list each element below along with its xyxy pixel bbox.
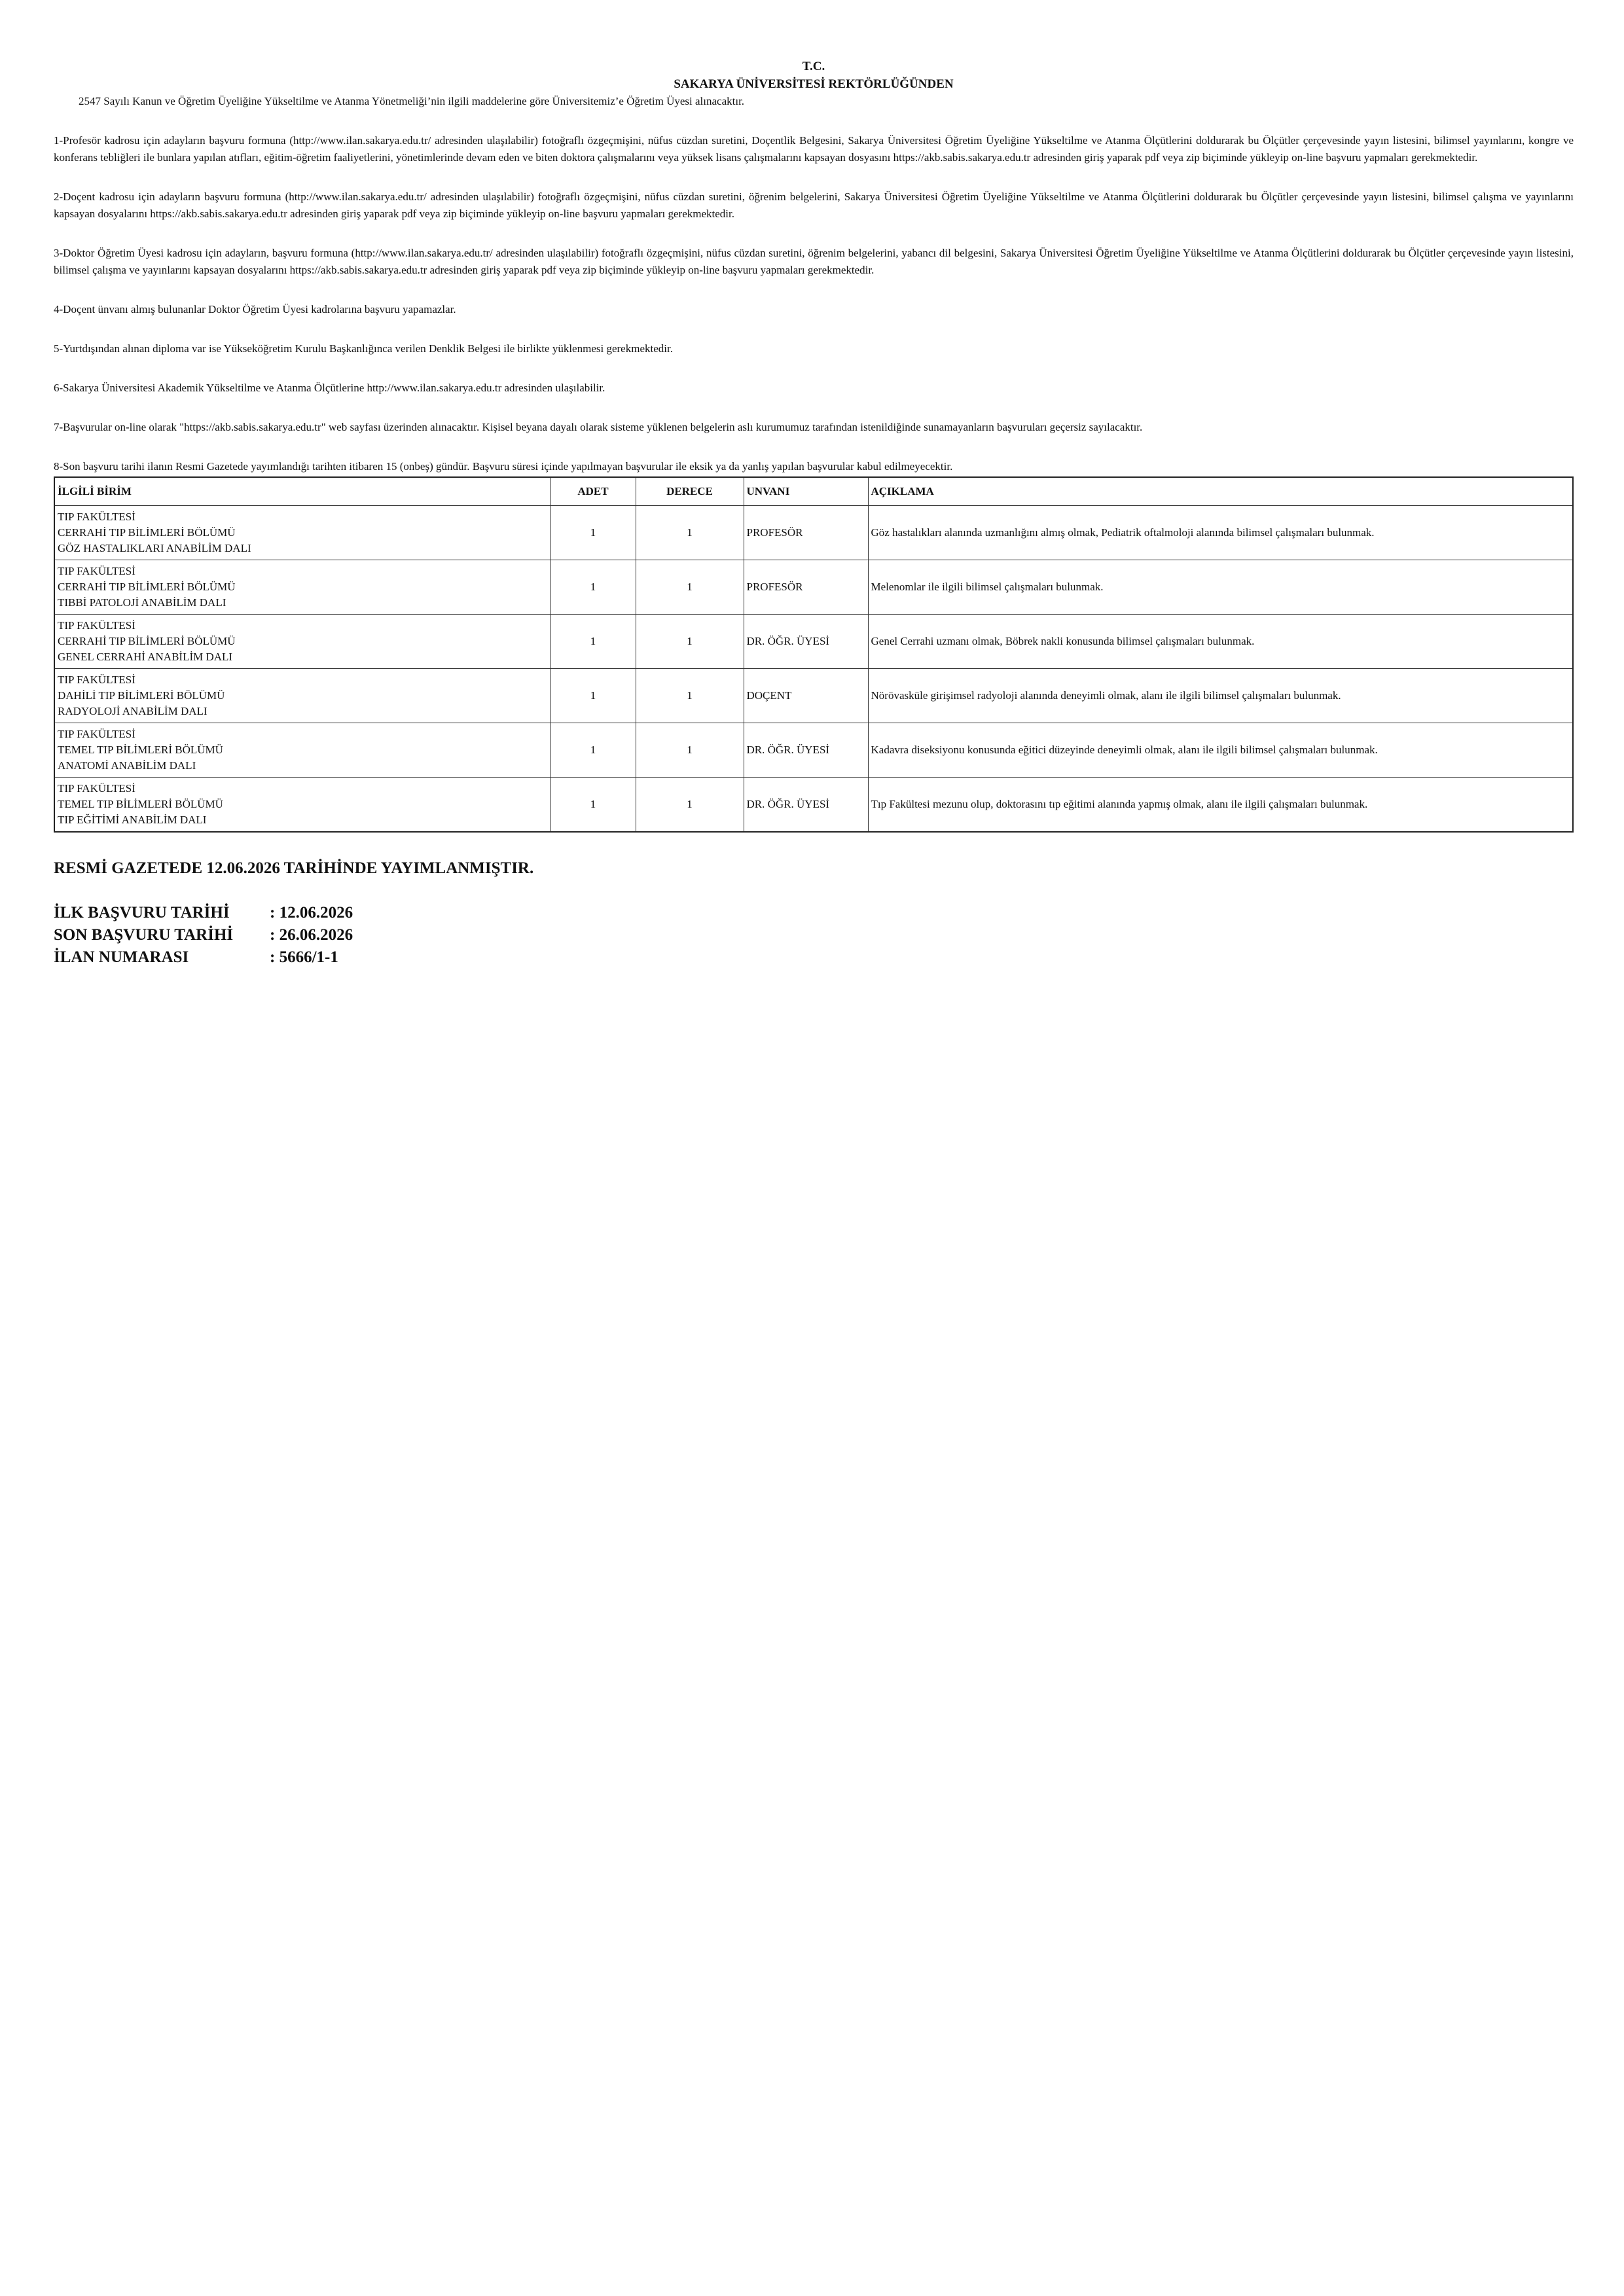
degree-cell: 1 bbox=[636, 506, 744, 560]
header-degree: DERECE bbox=[636, 477, 744, 506]
description-cell: Kadavra diseksiyonu konusunda eğitici düzeyinde deneyimli olmak, alanı ile ilgili bilimsel çalışmaları bulunmak. bbox=[868, 723, 1573, 778]
faculty-name: TIP FAKÜLTESİ bbox=[58, 565, 135, 577]
first-application-date-label: İLK BAŞVURU TARİHİ bbox=[54, 904, 230, 922]
paragraph-2: 2-Doçent kadrosu için adayların başvuru formuna (http://www.ilan.sakarya.edu.tr/ adresinden ulaşılabilir) fotoğraflı özgeçmişini, nüfus cüzdan suretini, öğrenim belgelerini, Sakarya Üniversitesi Öğretim Üyeliğine Yükseltilme ve Atanma Ölçütlerini doldurarak bu Ölçütler çerçevesinde yayın listesini, bilimsel çalışma ve yayınlarını kapsayan dosyalarını https://akb.sabis.sakarya.edu.tr adresinden giriş yaparak pdf veya zip biçiminde yükleyip on-line başvuru yapmaları gerekmektedir. bbox=[54, 190, 1574, 220]
unit-cell bbox=[54, 669, 550, 723]
faculty-name: TIP FAKÜLTESİ bbox=[58, 728, 135, 740]
count-cell: 1 bbox=[550, 560, 636, 615]
degree-cell: 1 bbox=[636, 615, 744, 669]
gazette-publication-note: RESMİ GAZETEDE 12.06.2026 TARİHİNDE YAYIMLANMIŞTIR. bbox=[54, 859, 534, 877]
table-row bbox=[54, 778, 1573, 833]
division-name: TIP EĞİTİMİ ANABİLİM DALI bbox=[58, 814, 207, 826]
faculty-name: TIP FAKÜLTESİ bbox=[58, 511, 135, 523]
header-university: SAKARYA ÜNİVERSİTESİ REKTÖRLÜĞÜNDEN bbox=[674, 77, 954, 91]
table-row bbox=[54, 669, 1573, 723]
table-row bbox=[54, 560, 1573, 615]
announcement-number-row bbox=[54, 946, 1574, 969]
count-cell: 1 bbox=[550, 778, 636, 833]
division-name: TIBBİ PATOLOJİ ANABİLİM DALI bbox=[58, 596, 226, 609]
degree-cell: 1 bbox=[636, 669, 744, 723]
paragraph-4: 4-Doçent ünvanı almış bulunanlar Doktor Öğretim Üyesi kadrolarına başvuru yapamazlar. bbox=[54, 303, 456, 315]
department-name: CERRAHİ TIP BİLİMLERİ BÖLÜMÜ bbox=[58, 581, 236, 593]
description-cell: Genel Cerrahi uzmanı olmak, Böbrek nakli konusunda bilimsel çalışmaları bulunmak. bbox=[868, 615, 1573, 669]
positions-table bbox=[54, 476, 1574, 833]
last-application-date-value: : 26.06.2026 bbox=[270, 926, 353, 944]
paragraph-7: 7-Başvurular on-line olarak "https://akb.sabis.sakarya.edu.tr" web sayfası üzerinden alınacaktır. Kişisel beyana dayalı olarak sisteme yüklenen belgelerin aslı kurumumuz tarafından istenildiğinde sunamayanların başvuruları geçersiz sayılacaktır. bbox=[54, 421, 1143, 433]
count-cell: 1 bbox=[550, 669, 636, 723]
header-count: ADET bbox=[550, 477, 636, 506]
paragraph-1: 1-Profesör kadrosu için adayların başvuru formuna (http://www.ilan.sakarya.edu.tr/ adresinden ulaşılabilir) fotoğraflı özgeçmişini, nüfus cüzdan suretini, Doçentlik Belgesini, Sakarya Üniversitesi Öğretim Üyeliğine Yükseltilme ve Atanma Ölçütlerini doldurarak bu Ölçütler çerçevesinde yayın listesini, bilimsel yayınlarını, kongre ve konferans tebliğleri ile bunlara yapılan atıfları, eğitim-öğretim faaliyetlerini, yönetimlerinde devam eden ve biten doktora çalışmalarını veya yüksek lisans çalışmalarını kapsayan dosyasını https://akb.sabis.sakarya.edu.tr adresinden giriş yaparak pdf veya zip biçiminde yükleyip on-line başvuru yapmaları gerekmektedir. bbox=[54, 134, 1574, 164]
count-cell: 1 bbox=[550, 723, 636, 778]
title-cell: DR. ÖĞR. ÜYESİ bbox=[744, 723, 868, 778]
faculty-name: TIP FAKÜLTESİ bbox=[58, 619, 135, 632]
announcement-number-label: İLAN NUMARASI bbox=[54, 948, 189, 966]
department-name: DAHİLİ TIP BİLİMLERİ BÖLÜMÜ bbox=[58, 689, 225, 702]
unit-cell bbox=[54, 560, 550, 615]
last-application-date-row bbox=[54, 924, 1574, 946]
description-cell: Tıp Fakültesi mezunu olup, doktorasını tıp eğitimi alanında yapmış olmak, alanı ile ilgili çalışmaları bulunmak. bbox=[868, 778, 1573, 833]
paragraph-3: 3-Doktor Öğretim Üyesi kadrosu için adayların, başvuru formuna (http://www.ilan.sakarya.edu.tr/ adresinden ulaşılabilir) fotoğraflı özgeçmişini, nüfus cüzdan suretini, öğrenim belgelerini, yabancı dil belgesini, Sakarya Üniversitesi Öğretim Üyeliğine Yükseltilme ve Atanma Ölçütlerini doldurarak bu Ölçütler çerçevesinde yayın listesini, bilimsel çalışma ve yayınlarını kapsayan dosyalarını https://akb.sabis.sakarya.edu.tr adresinden giriş yaparak pdf veya zip biçiminde yükleyip on-line başvuru yapmaları gerekmektedir. bbox=[54, 247, 1574, 276]
header-unit: İLGİLİ BİRİM bbox=[54, 477, 550, 506]
faculty-name: TIP FAKÜLTESİ bbox=[58, 782, 135, 795]
title-cell: PROFESÖR bbox=[744, 506, 868, 560]
unit-cell bbox=[54, 778, 550, 833]
announcement-number-value: : 5666/1-1 bbox=[270, 948, 338, 966]
division-name: GENEL CERRAHİ ANABİLİM DALI bbox=[58, 651, 233, 663]
announcement-page bbox=[54, 58, 1574, 969]
title-cell: DR. ÖĞR. ÜYESİ bbox=[744, 778, 868, 833]
department-name: TEMEL TIP BİLİMLERİ BÖLÜMÜ bbox=[58, 798, 223, 810]
count-cell: 1 bbox=[550, 506, 636, 560]
description-cell: Göz hastalıkları alanında uzmanlığını almış olmak, Pediatrik oftalmoloji alanında bilimsel çalışmaları bulunmak. bbox=[868, 506, 1573, 560]
title-cell: PROFESÖR bbox=[744, 560, 868, 615]
degree-cell: 1 bbox=[636, 778, 744, 833]
description-cell: Melenomlar ile ilgili bilimsel çalışmaları bulunmak. bbox=[868, 560, 1573, 615]
last-application-date-label: SON BAŞVURU TARİHİ bbox=[54, 926, 234, 944]
description-cell: Nörövasküle girişimsel radyoloji alanında deneyimli olmak, alanı ile ilgili bilimsel çalışmaları bulunmak. bbox=[868, 669, 1573, 723]
intro-text: 2547 Sayılı Kanun ve Öğretim Üyeliğine Yükseltilme ve Atanma Yönetmeliği’nin ilgili maddelerine göre Üniversitemiz’e Öğretim Üyesi alınacaktır. bbox=[79, 95, 745, 107]
table-row bbox=[54, 723, 1573, 778]
degree-cell: 1 bbox=[636, 560, 744, 615]
paragraph-8: 8-Son başvuru tarihi ilanın Resmi Gazetede yayımlandığı tarihten itibaren 15 (onbeş) gündür. Başvuru süresi içinde yapılmayan başvurular ile eksik ya da yanlış yapılan başvurular kabul edilmeyecektir. bbox=[54, 460, 953, 473]
table-row bbox=[54, 615, 1573, 669]
paragraph-6: 6-Sakarya Üniversitesi Akademik Yükseltilme ve Atanma Ölçütlerine http://www.ilan.sakarya.edu.tr adresinden ulaşılabilir. bbox=[54, 382, 605, 394]
paragraph-5: 5-Yurtdışından alınan diploma var ise Yükseköğretim Kurulu Başkanlığınca verilen Denklik Belgesi ile birlikte yüklenmesi gerekmektedir. bbox=[54, 342, 673, 355]
division-name: ANATOMİ ANABİLİM DALI bbox=[58, 759, 196, 772]
department-name: CERRAHİ TIP BİLİMLERİ BÖLÜMÜ bbox=[58, 635, 236, 647]
first-application-date-value: : 12.06.2026 bbox=[270, 904, 353, 922]
first-application-date-row bbox=[54, 902, 1574, 924]
header-title: UNVANI bbox=[744, 477, 868, 506]
degree-cell: 1 bbox=[636, 723, 744, 778]
faculty-name: TIP FAKÜLTESİ bbox=[58, 673, 135, 686]
department-name: TEMEL TIP BİLİMLERİ BÖLÜMÜ bbox=[58, 744, 223, 756]
unit-cell bbox=[54, 506, 550, 560]
table-header-row bbox=[54, 477, 1573, 506]
count-cell: 1 bbox=[550, 615, 636, 669]
header-tc: T.C. bbox=[802, 60, 825, 73]
title-cell: DOÇENT bbox=[744, 669, 868, 723]
unit-cell bbox=[54, 615, 550, 669]
department-name: CERRAHİ TIP BİLİMLERİ BÖLÜMÜ bbox=[58, 526, 236, 539]
announcement-footer bbox=[54, 857, 1574, 969]
division-name: RADYOLOJİ ANABİLİM DALI bbox=[58, 705, 208, 717]
table-row bbox=[54, 506, 1573, 560]
unit-cell bbox=[54, 723, 550, 778]
title-cell: DR. ÖĞR. ÜYESİ bbox=[744, 615, 868, 669]
division-name: GÖZ HASTALIKLARI ANABİLİM DALI bbox=[58, 542, 251, 554]
header-description: AÇIKLAMA bbox=[868, 477, 1573, 506]
